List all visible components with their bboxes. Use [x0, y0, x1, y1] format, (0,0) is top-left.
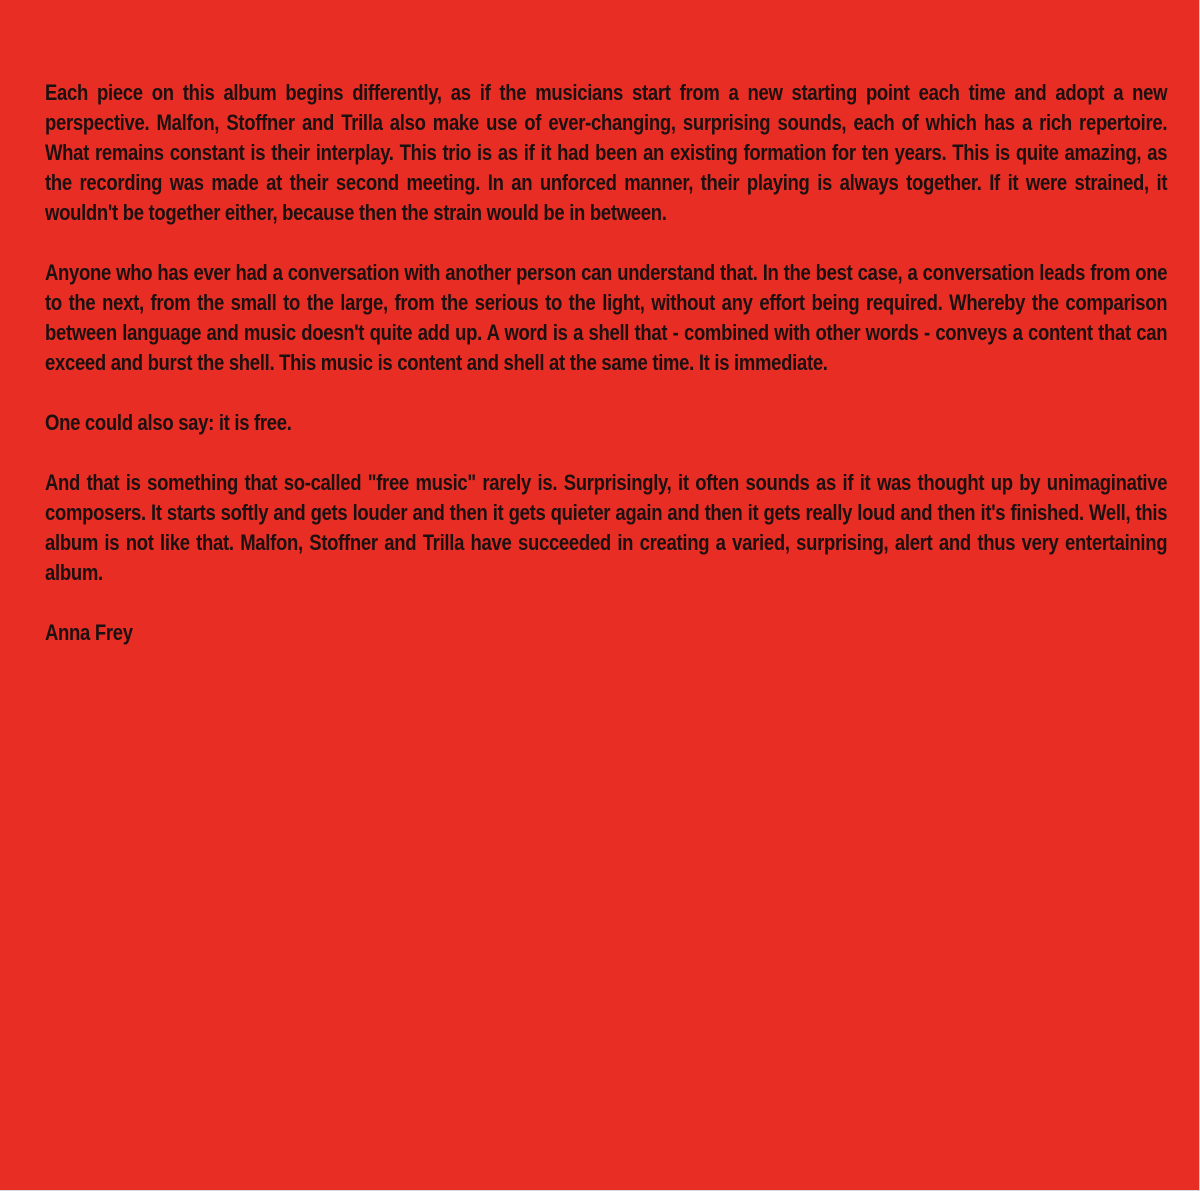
paragraph-gap	[45, 438, 987, 468]
author-signature: Anna Frey	[45, 620, 133, 645]
paragraph-3: One could also say: it is free.	[45, 410, 292, 435]
paragraph-gap	[45, 378, 987, 408]
paragraph-2: Anyone who has ever had a conversation with another person can understand that. In the best case, a conversation leads from one to the next, from the small to the large, from the serious to the light, without any effort being required. Whereby the comparison between language and music doesn't quite add up. A word is a shell that - combined with other words - conveys a content that can exceed and burst the shell. This music is content and shell at the same time. It is immediate.	[45, 260, 1168, 375]
paragraph-gap	[45, 588, 987, 618]
paragraph-1: Each piece on this album begins differently, as if the musicians start from a new starting point each time and adopt a new perspective. Malfon, Stoffner and Trilla also make use of ever-changing, surprising sounds, each of which has a rich repertoire. What remains constant is their interplay. This trio is as if it had been an existing formation for ten years. This is quite amazing, as the recording was made at their second meeting. In an unforced manner, their playing is always together. If it were strained, it wouldn't be together either, because then the strain would be in between.	[45, 80, 1168, 225]
paragraph-4: And that is something that so-called "free music" rarely is. Surprisingly, it often sounds as if it was thought up by unimaginative composers. It starts softly and gets louder and then it gets quieter again and then it gets really loud and then it's finished. Well, this album is not like that. Malfon, Stoffner and Trilla have succeeded in creating a varied, surprising, alert and thus very entertaining album.	[45, 470, 1168, 585]
liner-notes-text	[45, 78, 1168, 648]
paragraph-gap	[45, 228, 987, 258]
